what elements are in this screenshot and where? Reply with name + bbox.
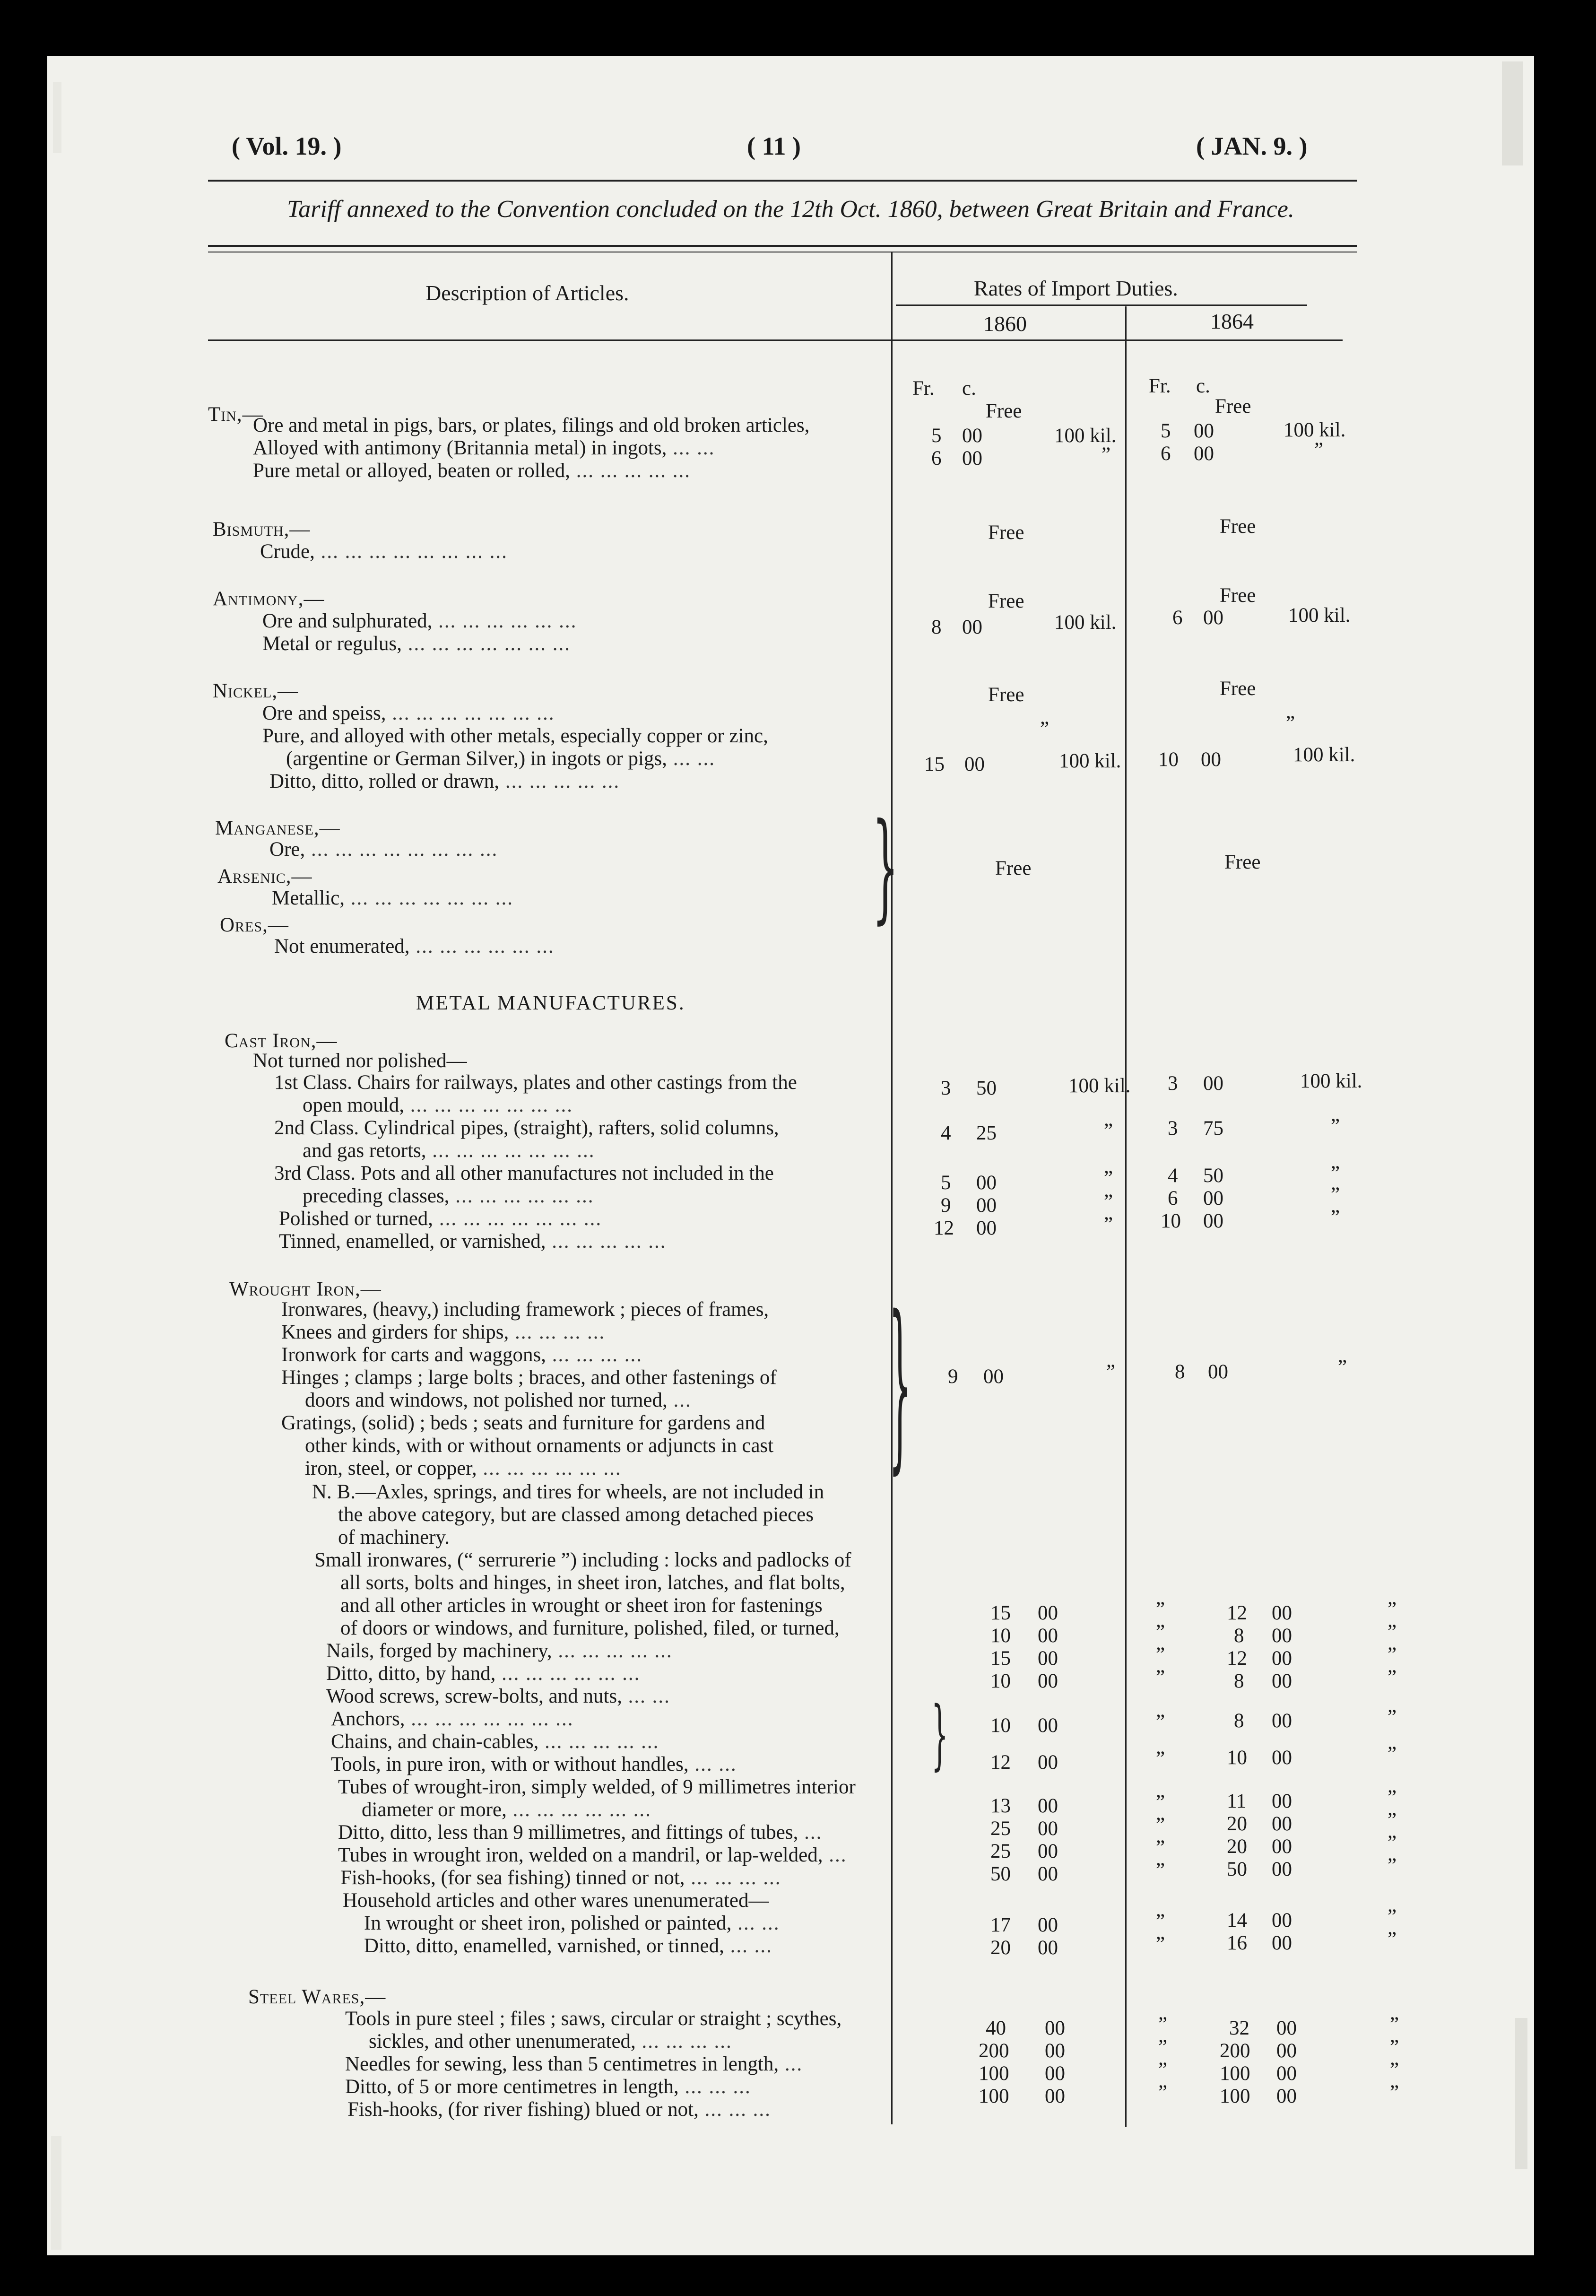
fishhooks-sea-1860-ditto: ”: [1156, 1859, 1165, 1881]
rates-rule: [896, 304, 1307, 306]
antimony-metal-1864-c: 00: [1203, 607, 1223, 629]
cast-iron-item-7: preceding classes, ... ... ... ... ... ...: [303, 1185, 594, 1207]
fr-label-1860: Fr.: [912, 377, 935, 400]
ores-item-1: Not enumerated, ... ... ... ... ... ...: [274, 935, 555, 957]
issue-date: ( JAN. 9. ): [1196, 132, 1308, 160]
arsenic-item-1: Metallic, ... ... ... ... ... ... ...: [272, 887, 514, 909]
household-polished-1864-c: 00: [1272, 1909, 1292, 1931]
wrought-item-20: Chains, and chain-cables, ... ... ... ... ...: [331, 1731, 659, 1753]
section-tin: Tin,—: [208, 403, 263, 426]
cast-1st-1860-fr: 3: [941, 1077, 951, 1099]
wrought-item-1: Ironwares, (heavy,) including framework ; pieces of frames,: [281, 1298, 769, 1321]
tin-pure-1860-c: 00: [962, 447, 982, 470]
needles-long-1864-c: 00: [1276, 2062, 1297, 2085]
screws-1864-c: 00: [1272, 1670, 1292, 1692]
small-ironwares-1864-fr: 12: [1227, 1602, 1247, 1624]
antimony-metal-1860-unit: 100 kil.: [1054, 611, 1117, 634]
column-head-rule: [208, 339, 1343, 341]
page-edge-right-lower: [1515, 2018, 1527, 2169]
cast-3rd-1864-ditto: ”: [1331, 1162, 1340, 1184]
cast-tinned-1860-ditto: ”: [1104, 1213, 1113, 1235]
fr-label-1864: Fr.: [1149, 375, 1171, 397]
needles-long-1864-fr: 100: [1220, 2062, 1250, 2085]
screws-1860-ditto: ”: [1156, 1666, 1165, 1688]
steel-tools-1864-c: 00: [1276, 2017, 1297, 2039]
tubes-less-1860-fr: 25: [990, 1818, 1011, 1840]
cast-3rd-1864-c: 50: [1203, 1165, 1223, 1187]
rates-heading: Rates of Import Duties.: [974, 276, 1178, 300]
description-heading: Description of Articles.: [425, 281, 629, 305]
brace-anchors-chains: }: [931, 1690, 948, 1778]
household-enamel-1864-fr: 16: [1227, 1932, 1247, 1954]
needles-long-1860-c: 00: [1045, 2062, 1065, 2085]
steel-tools-1860-c: 00: [1045, 2017, 1065, 2039]
screws-1860-fr: 10: [990, 1670, 1011, 1692]
wrought-item-13: all sorts, bolts and hinges, in sheet iron, latches, and flat bolts,: [340, 1572, 845, 1594]
cast-polished-1864-fr: 6: [1168, 1187, 1178, 1209]
cast-tinned-1864-ditto: ”: [1331, 1206, 1340, 1228]
minerals-1864: Free: [1224, 851, 1261, 873]
nickel-item-1: Ore and speiss, ... ... ... ... ... ... ...: [262, 702, 555, 724]
section-nickel: Nickel,—: [213, 680, 299, 702]
section-manganese: Manganese,—: [215, 817, 340, 839]
nickel-pure-1860: ”: [1040, 718, 1050, 740]
wrought-item-27: Household articles and other wares unenumerated—: [343, 1889, 769, 1912]
tin-item-3: Pure metal or alloyed, beaten or rolled, ... ... ... ... ...: [253, 460, 691, 482]
needles-short-1864-c: 00: [1276, 2040, 1297, 2062]
screws-1864-ditto: ”: [1388, 1666, 1397, 1688]
wrought-heavy-1864-fr: 8: [1175, 1361, 1185, 1383]
wrought-heavy-1860-fr: 9: [948, 1365, 958, 1388]
cast-iron-item-2: 1st Class. Chairs for railways, plates and other castings from the: [274, 1071, 797, 1094]
header-rule: [208, 180, 1357, 182]
tubes-9mm-1864-fr: 11: [1227, 1790, 1247, 1812]
cast-2nd-1864-fr: 3: [1168, 1117, 1178, 1139]
household-polished-1864-ditto: ”: [1388, 1905, 1397, 1928]
tubes-less-1864-c: 00: [1272, 1813, 1292, 1835]
nails-machine-1864-c: 00: [1272, 1625, 1292, 1647]
small-ironwares-1860-fr: 15: [990, 1602, 1011, 1624]
cast-3rd-1860-ditto: ”: [1104, 1167, 1113, 1189]
tubes-9mm-1860-fr: 13: [990, 1795, 1011, 1817]
cast-1st-1864-fr: 3: [1168, 1072, 1178, 1095]
wrought-item-24: Ditto, ditto, less than 9 millimetres, and fittings of tubes, ...: [338, 1821, 823, 1844]
nails-hand-1864-c: 00: [1272, 1647, 1292, 1670]
fishhooks-sea-1864-ditto: ”: [1388, 1854, 1397, 1877]
small-ironwares-1864-ditto: ”: [1388, 1598, 1397, 1620]
nails-hand-1864-ditto: ”: [1388, 1644, 1397, 1666]
wrought-item-14: and all other articles in wrought or sheet iron for fastenings: [340, 1594, 823, 1617]
anchors-1864-c: 00: [1272, 1710, 1292, 1732]
cast-polished-1860-ditto: ”: [1104, 1191, 1113, 1213]
fishhooks-sea-1860-c: 00: [1038, 1863, 1058, 1885]
antimony-ore-1860: Free: [988, 590, 1024, 612]
nickel-drawn-1860-unit: 100 kil.: [1059, 750, 1121, 772]
wrought-item-8: iron, steel, or copper, ... ... ... ... ... ...: [305, 1457, 622, 1479]
fishhooks-river-1860-ditto: ”: [1158, 2081, 1168, 2104]
tin-pure-1860-fr: 6: [931, 447, 942, 470]
cast-iron-item-1: Not turned nor polished—: [253, 1050, 467, 1072]
cast-polished-1860-c: 00: [976, 1194, 997, 1217]
cast-tinned-1864-c: 00: [1203, 1210, 1223, 1232]
wrought-heavy-1860-c: 00: [983, 1365, 1004, 1388]
anchors-1860-fr: 10: [990, 1714, 1011, 1737]
antimony-item-1: Ore and sulphurated, ... ... ... ... ... ...: [262, 610, 577, 632]
tubes-less-1864-ditto: ”: [1388, 1809, 1397, 1831]
fishhooks-sea-1864-c: 00: [1272, 1858, 1292, 1880]
steel-tools-1864-fr: 32: [1229, 2017, 1249, 2039]
tin-pure-1864-fr: 6: [1161, 443, 1171, 465]
page-edge-right: [1502, 61, 1523, 165]
wrought-item-23: diameter or more, ... ... ... ... ... ...: [362, 1799, 651, 1821]
column-divider-years: [1125, 306, 1127, 2127]
tools-iron-1864-c: 00: [1272, 1747, 1292, 1769]
household-enamel-1860-ditto: ”: [1156, 1933, 1165, 1955]
wrought-item-5: doors and windows, not polished nor turned, ...: [305, 1389, 692, 1411]
fishhooks-river-1864-fr: 100: [1220, 2085, 1250, 2107]
page-number: ( 11 ): [747, 132, 801, 160]
tin-item-2: Alloyed with antimony (Britannia metal) in ingots, ... ...: [253, 437, 715, 459]
nickel-item-3: (argentine or German Silver,) in ingots or pigs, ... ...: [286, 748, 715, 770]
nails-machine-1864-ditto: ”: [1388, 1621, 1397, 1643]
nails-hand-1860-c: 00: [1038, 1647, 1058, 1670]
antimony-item-2: Metal or regulus, ... ... ... ... ... ... ...: [262, 633, 571, 655]
tin-pure-1864-ditto: ”: [1314, 439, 1324, 461]
tubes-lap-1860-ditto: ”: [1156, 1836, 1165, 1859]
wrought-item-10: the above category, but are classed among detached pieces: [338, 1504, 814, 1526]
wrought-item-4: Hinges ; clamps ; large bolts ; braces, and other fastenings of: [281, 1366, 777, 1389]
tubes-less-1860-c: 00: [1038, 1818, 1058, 1840]
section-antimony: Antimony,—: [213, 588, 325, 610]
cast-tinned-1864-fr: 10: [1161, 1210, 1181, 1232]
wrought-item-15: of doors or windows, and furniture, polished, filed, or turned,: [340, 1617, 840, 1639]
cast-2nd-1860-ditto: ”: [1104, 1120, 1113, 1142]
cast-tinned-1860-c: 00: [976, 1217, 997, 1239]
needles-long-1860-ditto: ”: [1158, 2059, 1168, 2081]
fishhooks-river-1864-c: 00: [1276, 2085, 1297, 2107]
c-label-1864: c.: [1196, 375, 1210, 397]
wrought-item-11: of machinery.: [338, 1526, 450, 1548]
fishhooks-river-1860-fr: 100: [979, 2085, 1009, 2107]
steel-item-2: sickles, and other unenumerated, ... ... ... ...: [369, 2030, 732, 2052]
tin-alloy-1860-fr: 5: [931, 425, 942, 447]
section-ores: Ores,—: [220, 914, 289, 936]
household-enamel-1864-c: 00: [1272, 1932, 1292, 1954]
nickel-drawn-1864-c: 00: [1201, 748, 1221, 771]
anchors-1864-ditto: ”: [1388, 1706, 1397, 1728]
page-edge-left: [53, 82, 61, 153]
cast-2nd-1864-ditto: ”: [1331, 1115, 1340, 1137]
section-bismuth: Bismuth,—: [213, 518, 311, 540]
page-edge-left-lower: [51, 2136, 61, 2250]
cast-3rd-1860-fr: 5: [941, 1172, 951, 1194]
nails-hand-1860-ditto: ”: [1156, 1644, 1165, 1666]
tin-ore-1864: Free: [1215, 395, 1251, 417]
cast-iron-item-6: 3rd Class. Pots and all other manufactures not included in the: [274, 1162, 774, 1184]
cast-1st-1860-unit: 100 kil.: [1068, 1075, 1131, 1097]
wrought-item-12: Small ironwares, (“ serrurerie ”) including : locks and padlocks of: [314, 1549, 851, 1571]
tubes-9mm-1864-c: 00: [1272, 1790, 1292, 1812]
steel-item-4: Ditto, of 5 or more centimetres in length, ... ... ...: [345, 2076, 751, 2098]
cast-iron-item-5: and gas retorts, ... ... ... ... ... ... ...: [303, 1139, 595, 1162]
nails-machine-1860-fr: 10: [990, 1625, 1011, 1647]
needles-short-1860-fr: 200: [979, 2040, 1009, 2062]
c-label-1860: c.: [962, 377, 976, 400]
nails-hand-1860-fr: 15: [990, 1647, 1011, 1670]
small-ironwares-1860-ditto: ”: [1156, 1598, 1165, 1620]
household-enamel-1860-c: 00: [1038, 1937, 1058, 1959]
nails-machine-1860-c: 00: [1038, 1625, 1058, 1647]
screws-1860-c: 00: [1038, 1670, 1058, 1692]
tools-iron-1860-ditto: ”: [1156, 1748, 1165, 1770]
section-arsenic: Arsenic,—: [217, 865, 312, 887]
tin-alloy-1860-c: 00: [962, 425, 982, 447]
cast-tinned-1860-fr: 12: [934, 1217, 954, 1239]
cast-polished-1864-c: 00: [1203, 1187, 1223, 1209]
wrought-item-29: Ditto, ditto, enamelled, varnished, or tinned, ... ...: [364, 1935, 772, 1957]
household-enamel-1864-ditto: ”: [1388, 1928, 1397, 1950]
tin-alloy-1864-unit: 100 kil.: [1284, 419, 1346, 441]
section-wrought-iron: Wrought Iron,—: [229, 1278, 382, 1300]
household-enamel-1860-fr: 20: [990, 1937, 1011, 1959]
steel-tools-1860-ditto: ”: [1158, 2013, 1168, 2035]
wrought-item-9: N. B.—Axles, springs, and tires for wheels, are not included in: [312, 1481, 824, 1503]
wrought-item-28: In wrought or sheet iron, polished or painted, ... ...: [364, 1912, 780, 1934]
minerals-1860: Free: [995, 857, 1032, 879]
tin-alloy-1864-c: 00: [1194, 420, 1214, 442]
nickel-ore-1864: Free: [1220, 678, 1256, 700]
wrought-item-3: Ironwork for carts and waggons, ... ... ... ...: [281, 1344, 643, 1366]
brace-minerals: }: [872, 798, 899, 935]
cast-1st-1864-c: 00: [1203, 1072, 1223, 1095]
tin-alloy-1860-unit: 100 kil.: [1054, 425, 1117, 447]
anchors-1860-c: 00: [1038, 1714, 1058, 1737]
volume-label: ( Vol. 19. ): [232, 132, 342, 160]
tools-iron-1860-fr: 12: [990, 1751, 1011, 1774]
document-page: [47, 56, 1534, 2255]
cast-iron-item-9: Tinned, enamelled, or varnished, ... ... ... ... ...: [279, 1230, 667, 1252]
tin-item-1: Ore and metal in pigs, bars, or plates, filings and old broken articles,: [253, 414, 810, 436]
nickel-pure-1864: ”: [1286, 712, 1295, 734]
needles-short-1864-fr: 200: [1220, 2040, 1250, 2062]
tools-iron-1864-ditto: ”: [1388, 1743, 1397, 1765]
tools-iron-1864-fr: 10: [1227, 1747, 1247, 1769]
household-polished-1860-ditto: ”: [1156, 1910, 1165, 1932]
wrought-heavy-1860-ditto: ”: [1106, 1361, 1116, 1383]
wrought-item-22: Tubes of wrought-iron, simply welded, of 9 millimetres interior: [338, 1776, 856, 1798]
title-rule: [208, 245, 1357, 247]
household-polished-1860-c: 00: [1038, 1914, 1058, 1936]
brace-wrought-heavy: }: [889, 1277, 911, 1490]
cast-iron-item-3: open mould, ... ... ... ... ... ... ...: [303, 1094, 573, 1116]
needles-short-1860-c: 00: [1045, 2040, 1065, 2062]
cast-polished-1860-fr: 9: [941, 1194, 951, 1217]
bismuth-item-1: Crude, ... ... ... ... ... ... ... ...: [260, 540, 508, 563]
antimony-metal-1864-unit: 100 kil.: [1288, 604, 1351, 626]
section-cast-iron: Cast Iron,—: [225, 1030, 338, 1052]
nickel-drawn-1860-c: 00: [964, 753, 985, 775]
wrought-item-18: Wood screws, screw-bolts, and nuts, ... ...: [326, 1685, 670, 1707]
nickel-drawn-1864-fr: 10: [1158, 748, 1179, 771]
household-polished-1864-fr: 14: [1227, 1909, 1247, 1931]
nails-hand-1864-fr: 12: [1227, 1647, 1247, 1670]
cast-3rd-1864-fr: 4: [1168, 1165, 1178, 1187]
steel-item-5: Fish-hooks, (for river fishing) blued or not, ... ... ...: [347, 2098, 771, 2121]
nickel-ore-1860: Free: [988, 684, 1024, 706]
household-polished-1860-fr: 17: [990, 1914, 1011, 1936]
wrought-item-25: Tubes in wrought iron, welded on a mandril, or lap-welded, ...: [338, 1844, 847, 1866]
wrought-item-7: other kinds, with or without ornaments or adjuncts in cast: [305, 1435, 774, 1457]
tubes-less-1864-fr: 20: [1227, 1813, 1247, 1835]
small-ironwares-1864-c: 00: [1272, 1602, 1292, 1624]
column-divider-description: [891, 252, 893, 2124]
fishhooks-sea-1864-fr: 50: [1227, 1858, 1247, 1880]
needles-long-1860-fr: 100: [979, 2062, 1009, 2085]
nickel-item-4: Ditto, ditto, rolled or drawn, ... ... ... ... ...: [269, 770, 620, 792]
manganese-item-1: Ore, ... ... ... ... ... ... ... ...: [269, 838, 498, 861]
steel-item-3: Needles for sewing, less than 5 centimetres in length, ...: [345, 2053, 803, 2075]
tools-iron-1860-c: 00: [1038, 1751, 1058, 1774]
nickel-drawn-1864-unit: 100 kil.: [1293, 744, 1355, 766]
anchors-1864-fr: 8: [1234, 1710, 1244, 1732]
cast-2nd-1860-fr: 4: [941, 1122, 951, 1144]
needles-long-1864-ditto: ”: [1390, 2059, 1399, 2081]
tubes-lap-1860-c: 00: [1038, 1840, 1058, 1862]
screws-1864-fr: 8: [1234, 1670, 1244, 1692]
nails-machine-1864-fr: 8: [1234, 1625, 1244, 1647]
tubes-less-1860-ditto: ”: [1156, 1814, 1165, 1836]
antimony-metal-1860-fr: 8: [931, 616, 942, 638]
tubes-9mm-1864-ditto: ”: [1388, 1786, 1397, 1809]
metal-manufactures-heading: METAL MANUFACTURES.: [416, 992, 685, 1014]
nails-machine-1860-ditto: ”: [1156, 1621, 1165, 1643]
cast-1st-1864-unit: 100 kil.: [1300, 1070, 1362, 1092]
steel-item-1: Tools in pure steel ; files ; saws, circular or straight ; scythes,: [345, 2008, 842, 2030]
antimony-metal-1864-fr: 6: [1172, 607, 1183, 629]
antimony-metal-1860-c: 00: [962, 616, 982, 638]
fishhooks-sea-1860-fr: 50: [990, 1863, 1011, 1885]
wrought-item-26: Fish-hooks, (for sea fishing) tinned or not, ... ... ... ...: [340, 1867, 781, 1889]
wrought-item-2: Knees and girders for ships, ... ... ... ...: [281, 1321, 606, 1343]
nickel-item-2: Pure, and alloyed with other metals, especially copper or zinc,: [262, 725, 768, 747]
needles-short-1864-ditto: ”: [1390, 2036, 1399, 2058]
wrought-item-21: Tools, in pure iron, with or without handles, ... ...: [331, 1753, 737, 1775]
small-ironwares-1860-c: 00: [1038, 1602, 1058, 1624]
tin-pure-1864-c: 00: [1194, 443, 1214, 465]
nickel-drawn-1860-fr: 15: [924, 753, 945, 775]
tin-pure-1860-ditto: ”: [1102, 444, 1111, 466]
cast-polished-1864-ditto: ”: [1331, 1183, 1340, 1206]
cast-iron-item-4: 2nd Class. Cylindrical pipes, (straight), rafters, solid columns,: [274, 1117, 779, 1139]
tubes-lap-1860-fr: 25: [990, 1840, 1011, 1862]
tubes-lap-1864-fr: 20: [1227, 1835, 1247, 1858]
year-1864-heading: 1864: [1210, 309, 1254, 333]
antimony-ore-1864: Free: [1220, 584, 1256, 607]
tin-alloy-1864-fr: 5: [1161, 420, 1171, 442]
wrought-item-17: Ditto, ditto, by hand, ... ... ... ... ... ...: [326, 1662, 641, 1685]
steel-tools-1860-fr: 40: [986, 2017, 1006, 2039]
tin-ore-1860: Free: [986, 400, 1022, 422]
wrought-heavy-1864-c: 00: [1208, 1361, 1228, 1383]
wrought-heavy-1864-ditto: ”: [1338, 1356, 1347, 1378]
anchors-1860-ditto: ”: [1156, 1711, 1165, 1733]
tubes-9mm-1860-c: 00: [1038, 1795, 1058, 1817]
fishhooks-river-1864-ditto: ”: [1390, 2081, 1399, 2104]
year-1860-heading: 1860: [983, 312, 1027, 336]
steel-tools-1864-ditto: ”: [1390, 2013, 1399, 2035]
tubes-9mm-1860-ditto: ”: [1156, 1791, 1165, 1813]
cast-1st-1860-c: 50: [976, 1077, 997, 1099]
bismuth-1864: Free: [1220, 515, 1256, 538]
cast-2nd-1860-c: 25: [976, 1122, 997, 1144]
wrought-item-16: Nails, forged by machinery, ... ... ... ... ...: [326, 1640, 673, 1662]
wrought-item-19: Anchors, ... ... ... ... ... ... ...: [331, 1708, 574, 1730]
bismuth-1860: Free: [988, 522, 1024, 544]
tubes-lap-1864-c: 00: [1272, 1835, 1292, 1858]
section-steel-wares: Steel Wares,—: [248, 1986, 386, 2008]
wrought-item-6: Gratings, (solid) ; beds ; seats and furniture for gardens and: [281, 1412, 765, 1434]
cast-iron-item-8: Polished or turned, ... ... ... ... ... ... ...: [279, 1208, 602, 1230]
tubes-lap-1864-ditto: ”: [1388, 1832, 1397, 1854]
needles-short-1860-ditto: ”: [1158, 2036, 1168, 2058]
fishhooks-river-1860-c: 00: [1045, 2085, 1065, 2107]
tariff-title: Tariff annexed to the Convention concluded on the 12th Oct. 1860, between Great Britain and France.: [287, 196, 1294, 223]
cast-2nd-1864-c: 75: [1203, 1117, 1223, 1139]
cast-3rd-1860-c: 00: [976, 1172, 997, 1194]
